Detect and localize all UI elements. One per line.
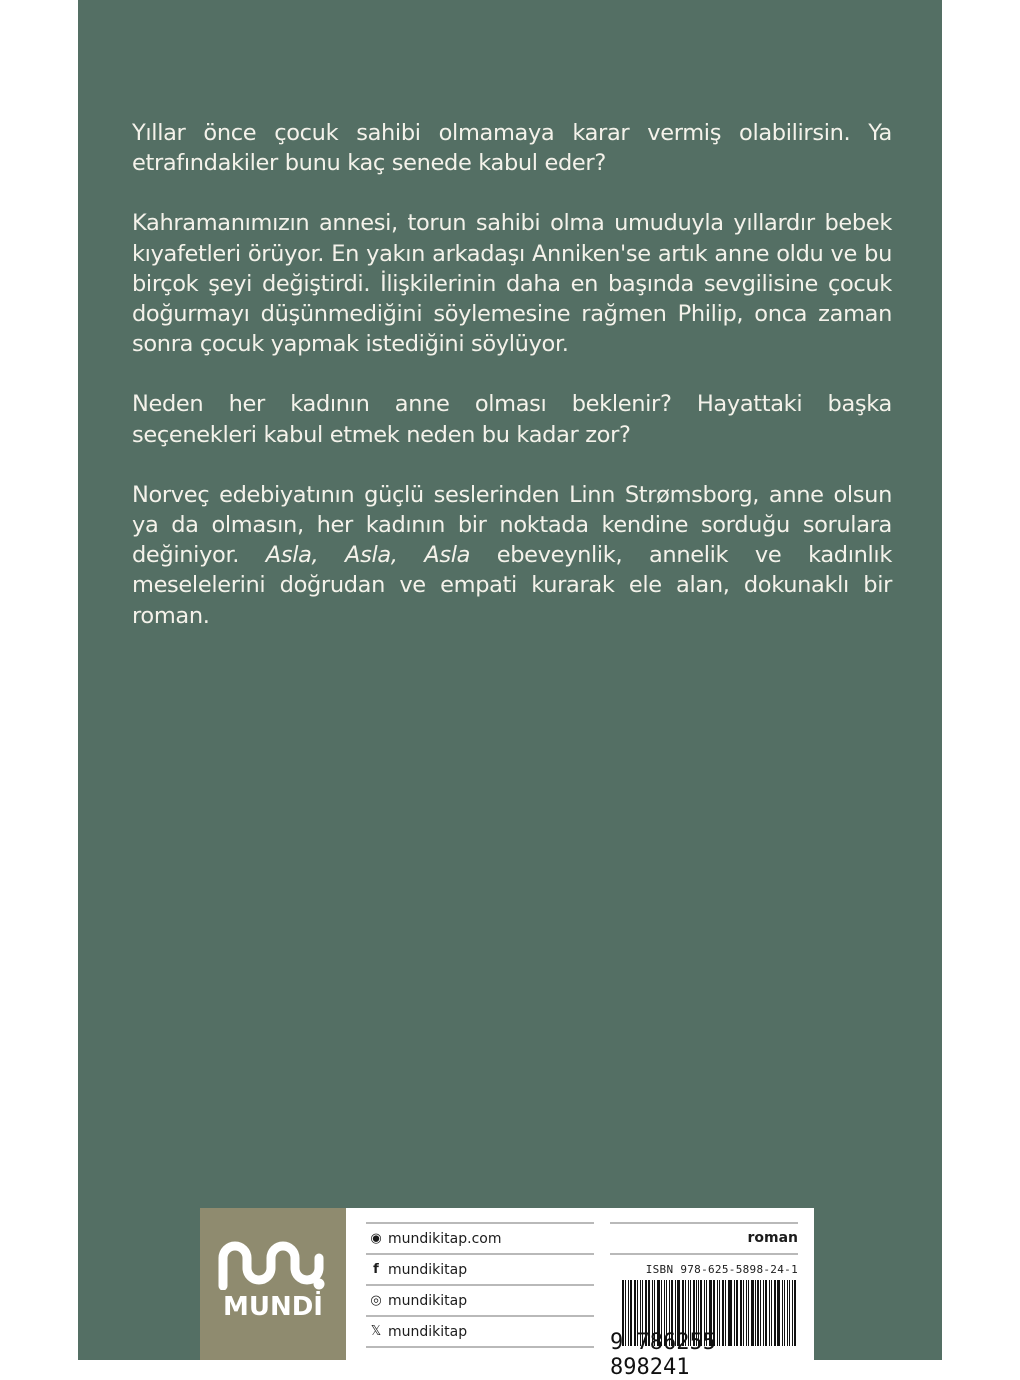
website-label: mundikitap.com (388, 1230, 502, 1247)
isbn-block (610, 1222, 798, 1380)
instagram-label: mundikitap (388, 1292, 468, 1309)
blurb-text-after-title: ebeveynlik, annelik ve kadınlık meselelerini doğrudan ve empati kurarak ele alan, dokunaklı bir roman. (132, 542, 893, 629)
social-links (366, 1222, 594, 1348)
globe-icon: ◉ (370, 1231, 382, 1246)
blurb-text-before-title: Norveç edebiyatının güçlü seslerinden Linn Strømsborg, anne olsun ya da olmasın, her kadının bir noktada kendine sorduğu sorulara değiniyor. (132, 481, 892, 569)
facebook-icon: f (373, 1262, 379, 1277)
facebook-link[interactable] (366, 1253, 594, 1284)
blurb-paragraph-1: Yıllar önce çocuk sahibi olmamaya karar vermiş olabilirsin. Ya etrafındakiler bunu kaç senede kabul eder? (132, 120, 892, 177)
publisher-logo (200, 1208, 346, 1360)
x-label: mundikitap (388, 1323, 468, 1340)
website-link[interactable] (366, 1222, 594, 1253)
facebook-label: mundikitap (388, 1261, 468, 1278)
blurb-paragraph-4 (132, 480, 892, 631)
book-title: Asla, Asla, Asla (265, 542, 471, 569)
publisher-wordmark: MUNDİ (222, 1292, 323, 1322)
barcode-number: 9 786255 898241 (610, 1330, 716, 1380)
isbn-label: ISBN 978-625-5898-24-1 (645, 1263, 798, 1276)
x-icon: 𝕏 (370, 1324, 382, 1339)
barcode (610, 1280, 798, 1380)
blurb-paragraph-2: Kahramanımızın annesi, torun sahibi olma umuduyla yıllardır bebek kıyafetleri örüyor. En yakın arkadaşı Anniken'se artık anne oldu ve bu birçok şeyi değiştirdi. İlişkilerinin daha en başında sevgilisine çocuk doğurmayı düşünmediğini söylemesine rağmen Philip, onca zaman sonra çocuk yapmak istediğini söylüyor. (132, 210, 892, 358)
publisher-panel (200, 1208, 814, 1380)
instagram-link[interactable] (366, 1284, 594, 1315)
mundi-wave-logo-icon (217, 1236, 329, 1290)
instagram-icon: ◎ (370, 1293, 382, 1308)
blurb-text (132, 118, 892, 661)
blurb-paragraph-3: Neden her kadının anne olması beklenir? Hayattaki başka seçenekleri kabul etmek neden bu kadar zor? (132, 391, 892, 448)
x-link[interactable] (366, 1315, 594, 1348)
genre-label: roman (610, 1222, 798, 1255)
